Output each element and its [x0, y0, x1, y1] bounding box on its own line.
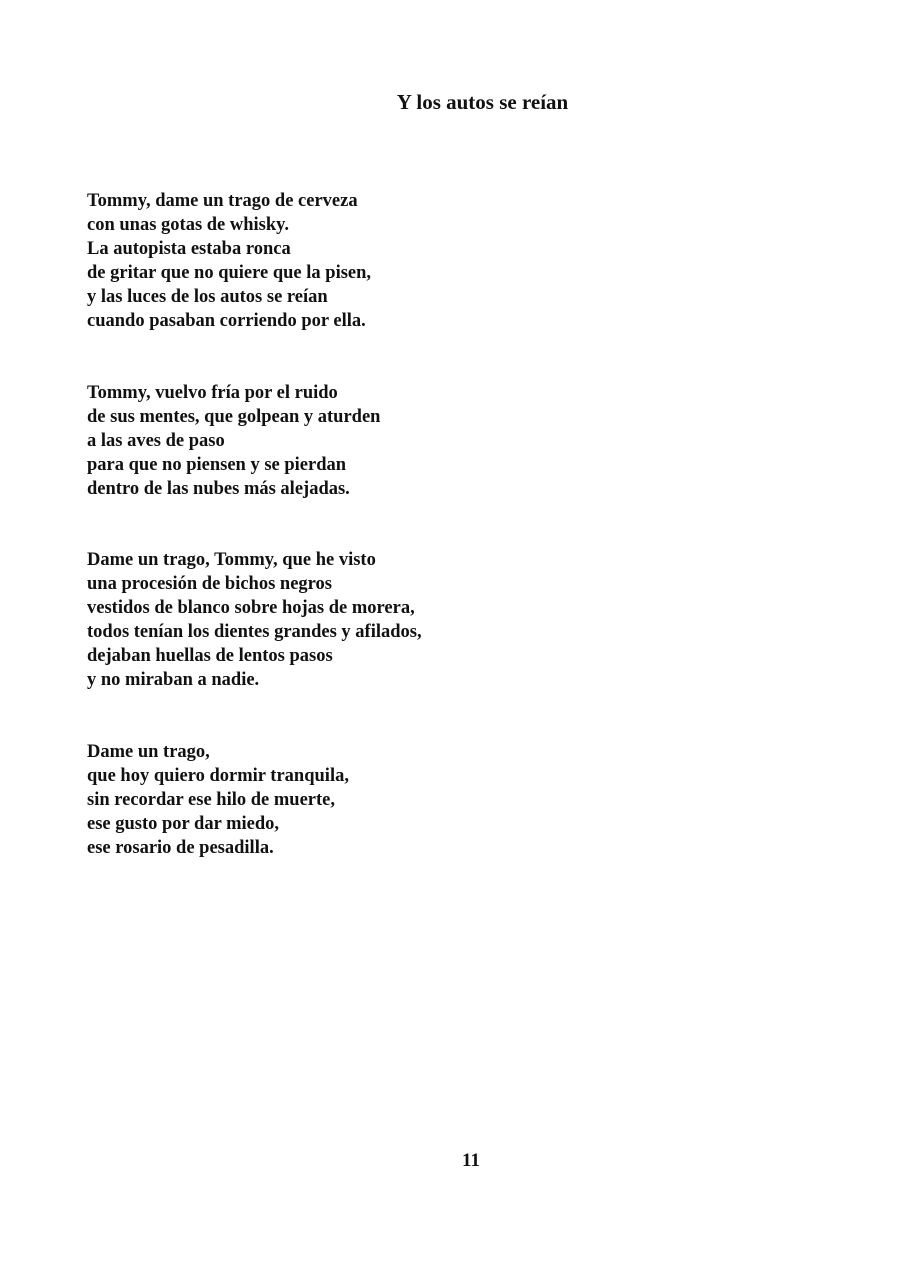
poem-line: de sus mentes, que golpean y aturden	[87, 407, 381, 427]
poem-line: a las aves de paso	[87, 431, 225, 451]
poem-line: cuando pasaban corriendo por ella.	[87, 311, 366, 331]
poem-line: Tommy, dame un trago de cerveza	[87, 191, 358, 211]
poem-line: de gritar que no quiere que la pisen,	[87, 263, 372, 283]
poem-line: vestidos de blanco sobre hojas de morera,	[87, 598, 415, 618]
poem-line: que hoy quiero dormir tranquila,	[87, 766, 349, 786]
poem-line: dejaban huellas de lentos pasos	[87, 646, 333, 666]
poem-line: con unas gotas de whisky.	[87, 215, 290, 235]
stanza-4	[87, 740, 349, 860]
poem-line: Dame un trago, Tommy, que he visto	[87, 550, 376, 570]
poem-line: Dame un trago,	[87, 742, 210, 762]
stanza-1	[87, 189, 371, 333]
page-number: 11	[462, 1150, 480, 1171]
stanza-3	[87, 548, 422, 692]
poem-line: para que no piensen y se pierdan	[87, 455, 347, 475]
poem-line: ese rosario de pesadilla.	[87, 838, 274, 858]
stanza-2	[87, 381, 380, 501]
poem-title: Y los autos se reían	[396, 90, 569, 114]
poem-line: La autopista estaba ronca	[87, 239, 291, 259]
poem-line: dentro de las nubes más alejadas.	[87, 479, 350, 499]
poem-line: una procesión de bichos negros	[87, 574, 332, 594]
poem-line: todos tenían los dientes grandes y afilados,	[87, 622, 422, 642]
poem-line: y las luces de los autos se reían	[87, 287, 328, 307]
poem-line: sin recordar ese hilo de muerte,	[87, 790, 335, 810]
poem-line: y no miraban a nadie.	[87, 670, 260, 690]
poem-line: Tommy, vuelvo fría por el ruido	[87, 383, 338, 403]
poem-line: ese gusto por dar miedo,	[87, 814, 280, 834]
